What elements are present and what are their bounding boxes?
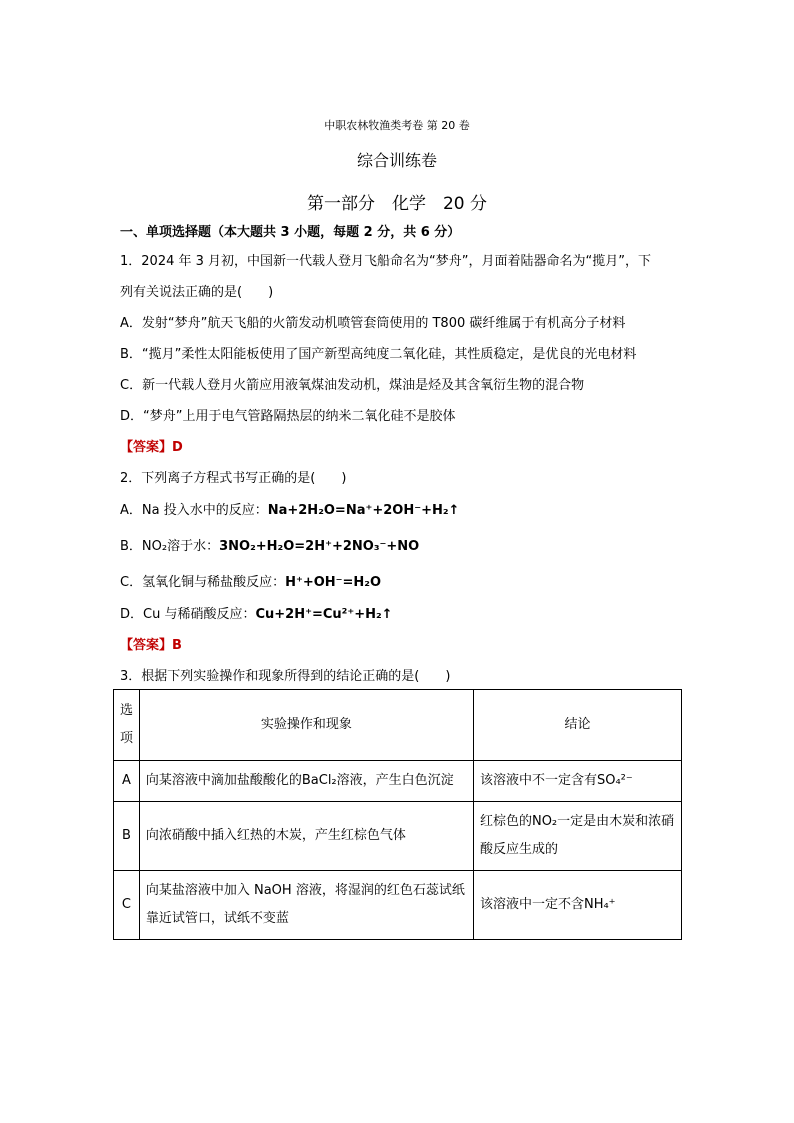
option-text: B．NO₂溶于水： bbox=[120, 539, 220, 554]
q2-option-d bbox=[120, 603, 393, 622]
section-heading: 一、单项选择题（本大题共 3 小题，每题 2 分，共 6 分） bbox=[120, 225, 461, 240]
row-conclusion: 该溶液中不一定含有SO₄²⁻ bbox=[473, 761, 681, 802]
option-equation: 3NO₂+H₂O=2H⁺+2NO₃⁻+NO bbox=[219, 539, 420, 554]
experiment-table bbox=[113, 689, 682, 940]
option-equation: Na+2H₂O=Na⁺+2OH⁻+H₂↑ bbox=[267, 503, 460, 518]
option-text: A．Na 投入水中的反应： bbox=[120, 503, 268, 518]
q1-option-b: B．“揽月”柔性太阳能板使用了国产新型高纯度二氧化硅，其性质稳定，是优良的光电材料 bbox=[120, 347, 637, 362]
answer-label: 【答案】 bbox=[120, 440, 173, 455]
q2-option-c bbox=[120, 571, 381, 590]
q2-option-a bbox=[120, 499, 459, 518]
q1-answer bbox=[120, 436, 183, 455]
exam-series-label: 中职农林牧渔类考卷 第 20 卷 bbox=[324, 119, 470, 132]
answer-value: B bbox=[172, 638, 182, 653]
q1-option-c: C．新一代载人登月火箭应用液氧煤油发动机，煤油是烃及其含氧衍生物的混合物 bbox=[120, 378, 585, 393]
q2-answer bbox=[120, 634, 182, 653]
row-operation: 向某盐溶液中加入 NaOH 溶液，将湿润的红色石蕊试纸靠近试管口，试纸不变蓝 bbox=[139, 871, 473, 940]
exam-title: 综合训练卷 bbox=[356, 151, 437, 170]
row-operation: 向某溶液中滴加盐酸酸化的BaCl₂溶液，产生白色沉淀 bbox=[139, 761, 473, 802]
row-conclusion: 该溶液中一定不含NH₄⁺ bbox=[473, 871, 681, 940]
q2-stem: 2．下列离子方程式书写正确的是( ) bbox=[120, 471, 347, 486]
header-option: 选项 bbox=[114, 690, 140, 761]
part-title: 第一部分 化学 20 分 bbox=[306, 194, 488, 214]
option-equation: H⁺+OH⁻=H₂O bbox=[285, 575, 382, 590]
q1-stem-line1: 1．2024 年 3 月初，中国新一代载人登月飞船命名为“梦舟”，月面着陆器命名为“揽月”，下 bbox=[120, 254, 651, 269]
table-row bbox=[114, 761, 682, 802]
row-option: B bbox=[114, 802, 140, 871]
q1-stem-line2: 列有关说法正确的是( ) bbox=[120, 285, 274, 300]
header-operation: 实验操作和现象 bbox=[139, 690, 473, 761]
table-header-row bbox=[114, 690, 682, 761]
row-option: A bbox=[114, 761, 140, 802]
q2-option-b bbox=[120, 535, 419, 554]
table-row bbox=[114, 871, 682, 940]
header-conclusion: 结论 bbox=[473, 690, 681, 761]
option-equation: Cu+2H⁺=Cu²⁺+H₂↑ bbox=[255, 607, 393, 622]
option-text: C．氢氧化铜与稀盐酸反应： bbox=[120, 575, 286, 590]
option-text: D．Cu 与稀硝酸反应： bbox=[120, 607, 256, 622]
answer-value: D bbox=[172, 440, 183, 455]
row-conclusion: 红棕色的NO₂一定是由木炭和浓硝酸反应生成的 bbox=[473, 802, 681, 871]
q1-option-a: A．发射“梦舟”航天飞船的火箭发动机喷管套筒使用的 T800 碳纤维属于有机高分子材料 bbox=[120, 316, 626, 331]
q1-option-d: D．“梦舟”上用于电气管路隔热层的纳米二氧化硅不是胶体 bbox=[120, 409, 456, 424]
table-row bbox=[114, 802, 682, 871]
q3-stem: 3．根据下列实验操作和现象所得到的结论正确的是( ) bbox=[120, 669, 451, 684]
row-option: C bbox=[114, 871, 140, 940]
answer-label: 【答案】 bbox=[120, 638, 173, 653]
row-operation: 向浓硝酸中插入红热的木炭，产生红棕色气体 bbox=[139, 802, 473, 871]
